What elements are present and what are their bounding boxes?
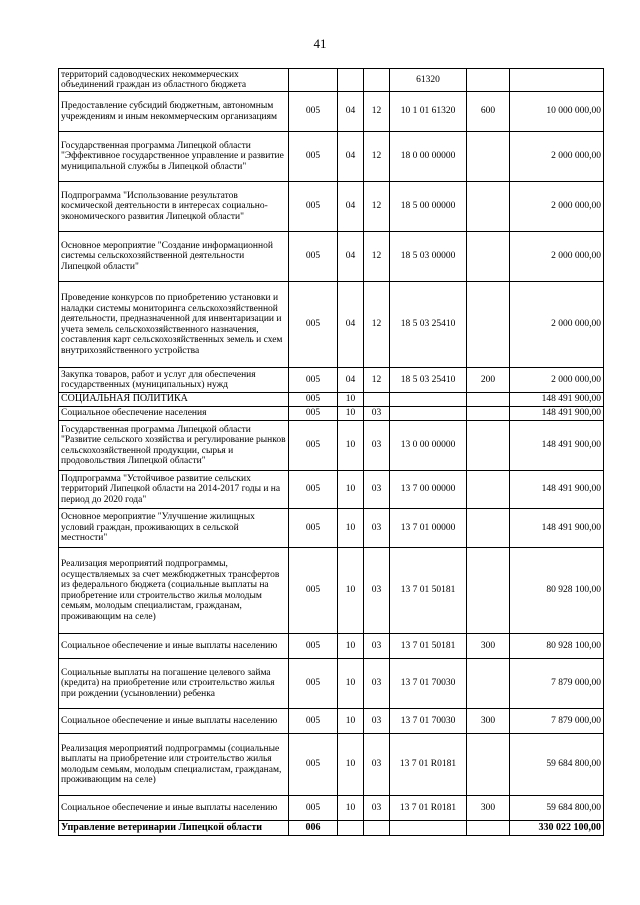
table-row [59,182,604,232]
table-row [59,69,604,92]
table-row [59,796,604,821]
target-article-code-cell: 13 0 00 00000 [390,421,467,471]
amount-cell: 7 879 000,00 [510,659,604,709]
target-article-code-cell: 18 5 03 25410 [390,282,467,368]
page-number: 41 [313,36,327,51]
expense-type-code-cell: 200 [467,368,510,393]
target-article-code-cell [390,407,467,421]
target-article-code-cell: 13 7 00 00000 [390,471,467,509]
section-code-cell: 04 [338,282,364,368]
row-name-cell: Государственная программа Липецкой области "Развитие сельского хозяйства и регулирование рынков сельскохозяйственной продукции, сырья и продовольствия Липецкой области" [59,421,289,471]
row-name-cell: Реализация мероприятий подпрограммы, осуществляемых за счет межбюджетных трансфертов из федерального бюджета (социальные выплаты на приобретение или строительство жилья молодым семьям, молодым специалистам, гражданам, проживающим на селе) [59,548,289,634]
table-row [59,368,604,393]
target-article-code-cell: 18 5 00 00000 [390,182,467,232]
expense-type-code-cell: 300 [467,709,510,734]
row-name-cell: Подпрограмма "Устойчивое развитие сельских территорий Липецкой области на 2014-2017 годы и на период до 2020 года" [59,471,289,509]
target-article-code-cell: 13 7 01 70030 [390,709,467,734]
subsection-code-cell: 03 [364,548,390,634]
target-article-code-cell [390,821,467,836]
row-name-cell: Предоставление субсидий бюджетным, автономным учреждениям и иным некоммерческим организациям [59,92,289,132]
table-row [59,92,604,132]
ministry-code-cell: 005 [289,92,338,132]
ministry-code-cell: 005 [289,709,338,734]
expense-type-code-cell: 600 [467,92,510,132]
table-row [59,232,604,282]
table-row [59,709,604,734]
row-name-cell: Социальное обеспечение и иные выплаты населению [59,796,289,821]
ministry-code-cell: 005 [289,132,338,182]
expense-type-code-cell: 300 [467,634,510,659]
expense-type-code-cell [467,232,510,282]
budget-table [58,68,604,836]
row-name-cell: СОЦИАЛЬНАЯ ПОЛИТИКА [59,393,289,407]
amount-cell: 148 491 900,00 [510,393,604,407]
section-code-cell [338,69,364,92]
amount-cell: 80 928 100,00 [510,634,604,659]
subsection-code-cell: 12 [364,182,390,232]
table-row [59,821,604,836]
section-code-cell [338,821,364,836]
ministry-code-cell: 005 [289,232,338,282]
target-article-code-cell: 10 1 01 61320 [390,92,467,132]
section-code-cell: 04 [338,368,364,393]
target-article-code-cell: 13 7 01 R0181 [390,734,467,796]
subsection-code-cell [364,393,390,407]
subsection-code-cell [364,69,390,92]
target-article-code-cell: 13 7 01 50181 [390,548,467,634]
subsection-code-cell: 03 [364,471,390,509]
ministry-code-cell: 005 [289,182,338,232]
expense-type-code-cell [467,421,510,471]
amount-cell: 7 879 000,00 [510,709,604,734]
table-row [59,282,604,368]
expense-type-code-cell [467,734,510,796]
expense-type-code-cell: 300 [467,796,510,821]
expense-type-code-cell [467,407,510,421]
amount-cell: 148 491 900,00 [510,509,604,548]
section-code-cell: 04 [338,132,364,182]
row-name-cell: Закупка товаров, работ и услуг для обеспечения государственных (муниципальных) нужд [59,368,289,393]
ministry-code-cell: 005 [289,407,338,421]
row-name-cell: территорий садоводческих некоммерческих объединений граждан из областного бюджета [59,69,289,92]
section-code-cell: 04 [338,92,364,132]
ministry-code-cell: 005 [289,421,338,471]
ministry-code-cell: 005 [289,548,338,634]
subsection-code-cell: 12 [364,368,390,393]
amount-cell: 2 000 000,00 [510,232,604,282]
target-article-code-cell: 18 0 00 00000 [390,132,467,182]
table-row [59,548,604,634]
expense-type-code-cell [467,69,510,92]
section-code-cell: 10 [338,509,364,548]
table-row [59,471,604,509]
subsection-code-cell: 03 [364,407,390,421]
table-row [59,421,604,471]
amount-cell: 2 000 000,00 [510,368,604,393]
row-name-cell: Социальное обеспечение и иные выплаты населению [59,634,289,659]
ministry-code-cell: 005 [289,368,338,393]
target-article-code-cell [390,393,467,407]
amount-cell: 59 684 800,00 [510,796,604,821]
ministry-code-cell [289,69,338,92]
table-row [59,634,604,659]
amount-cell: 2 000 000,00 [510,282,604,368]
section-code-cell: 10 [338,421,364,471]
section-code-cell: 10 [338,393,364,407]
section-code-cell: 10 [338,634,364,659]
target-article-code-cell: 18 5 03 25410 [390,368,467,393]
ministry-code-cell: 005 [289,509,338,548]
section-code-cell: 10 [338,471,364,509]
target-article-code-cell: 13 7 01 00000 [390,509,467,548]
row-name-cell: Основное мероприятие "Улучшение жилищных условий граждан, проживающих в сельской местности" [59,509,289,548]
section-code-cell: 10 [338,796,364,821]
ministry-code-cell: 005 [289,471,338,509]
row-name-cell: Реализация мероприятий подпрограммы (социальные выплаты на приобретение или строительство жилья молодым семьям, молодым специалистам, гражданам, проживающим на селе) [59,734,289,796]
amount-cell: 330 022 100,00 [510,821,604,836]
subsection-code-cell: 03 [364,734,390,796]
subsection-code-cell: 12 [364,232,390,282]
amount-cell: 2 000 000,00 [510,182,604,232]
ministry-code-cell: 005 [289,659,338,709]
section-code-cell: 10 [338,734,364,796]
subsection-code-cell: 03 [364,421,390,471]
amount-cell: 80 928 100,00 [510,548,604,634]
section-code-cell: 04 [338,232,364,282]
expense-type-code-cell [467,471,510,509]
row-name-cell: Проведение конкурсов по приобретению установки и наладки системы мониторинга сельскохозяйственной деятельности, предназначенной для инвентаризации и учета земель сельскохозяйственного назначения, составления карт сельскохозяйственных земель и схем внутрихозяйственного устройства [59,282,289,368]
ministry-code-cell: 005 [289,796,338,821]
section-code-cell: 10 [338,407,364,421]
budget-table-body [59,69,604,836]
target-article-code-cell: 13 7 01 R0181 [390,796,467,821]
expense-type-code-cell [467,393,510,407]
row-name-cell: Подпрограмма "Использование результатов космической деятельности в интересах социально-экономического развития Липецкой области" [59,182,289,232]
amount-cell: 59 684 800,00 [510,734,604,796]
target-article-code-cell: 13 7 01 70030 [390,659,467,709]
subsection-code-cell: 03 [364,509,390,548]
table-row [59,659,604,709]
section-code-cell: 10 [338,548,364,634]
row-name-cell: Социальное обеспечение и иные выплаты населению [59,709,289,734]
subsection-code-cell: 12 [364,132,390,182]
target-article-code-cell: 13 7 01 50181 [390,634,467,659]
expense-type-code-cell [467,659,510,709]
table-row [59,407,604,421]
section-code-cell: 10 [338,709,364,734]
amount-cell: 148 491 900,00 [510,407,604,421]
amount-cell: 148 491 900,00 [510,471,604,509]
amount-cell: 10 000 000,00 [510,92,604,132]
subsection-code-cell: 03 [364,634,390,659]
target-article-code-cell: 61320 [390,69,467,92]
expense-type-code-cell [467,282,510,368]
row-name-cell: Социальное обеспечение населения [59,407,289,421]
subsection-code-cell [364,821,390,836]
row-name-cell: Государственная программа Липецкой области "Эффективное государственное управление и развитие муниципальной службы в Липецкой области" [59,132,289,182]
amount-cell: 148 491 900,00 [510,421,604,471]
ministry-code-cell: 005 [289,393,338,407]
target-article-code-cell: 18 5 03 00000 [390,232,467,282]
ministry-code-cell: 005 [289,634,338,659]
row-name-cell: Основное мероприятие "Создание информационной системы сельскохозяйственной деятельности Липецкой области" [59,232,289,282]
expense-type-code-cell [467,821,510,836]
amount-cell: 2 000 000,00 [510,132,604,182]
expense-type-code-cell [467,548,510,634]
table-row [59,509,604,548]
expense-type-code-cell [467,182,510,232]
section-code-cell: 10 [338,659,364,709]
row-name-cell: Социальные выплаты на погашение целевого займа (кредита) на приобретение или строительство жилья при рождении (усыновлении) ребенка [59,659,289,709]
subsection-code-cell: 12 [364,282,390,368]
subsection-code-cell: 03 [364,709,390,734]
ministry-code-cell: 005 [289,734,338,796]
ministry-code-cell: 006 [289,821,338,836]
table-row [59,734,604,796]
expense-type-code-cell [467,509,510,548]
table-row [59,393,604,407]
amount-cell [510,69,604,92]
subsection-code-cell: 03 [364,796,390,821]
subsection-code-cell: 03 [364,659,390,709]
section-code-cell: 04 [338,182,364,232]
ministry-code-cell: 005 [289,282,338,368]
table-row [59,132,604,182]
expense-type-code-cell [467,132,510,182]
subsection-code-cell: 12 [364,92,390,132]
row-name-cell: Управление ветеринарии Липецкой области [59,821,289,836]
